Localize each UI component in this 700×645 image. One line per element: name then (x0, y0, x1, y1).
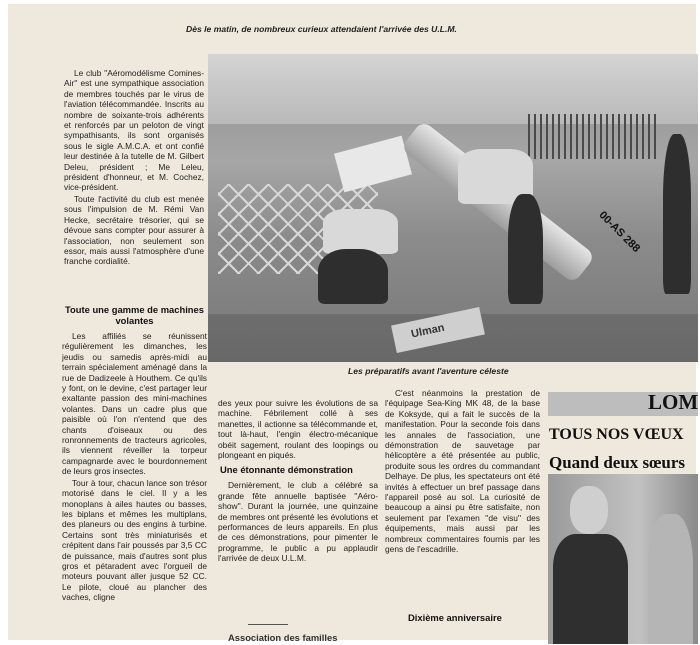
photo-right-person (663, 134, 691, 294)
col2-next-heading: Association des familles (228, 632, 338, 643)
headline-2: Quand deux sœurs (549, 453, 686, 472)
col2-heading: Une étonnante démonstration (220, 464, 353, 476)
photo-caption: Les préparatifs avant l'aventure céleste (348, 366, 509, 376)
col3-heading: Dixième anniversaire (408, 612, 502, 623)
masthead: LOM (648, 390, 699, 414)
column-rule (248, 624, 288, 625)
photo-registration: 00-AS 288 (596, 209, 643, 255)
col3-paragraph-1: C'est néanmoins la prestation de l'équipage Sea-King MK 48, de la base de Koksyde, qui a fait le succès de la manifestation. Pour la seconde fois dans les annales de l'association, une démonstration de sauvetage par hélicoptère a été présentée au public, produite sous les ordres du commandant Delhaye. De plus, les spectateurs ont été invités à effectuer un bref passage dans l'appareil posé au sol. La curiosité de beaucoup a ainsi pu être satisfaite, non seulement par l'examen ''de visu'' des équipements, mais aussi par les nombreux commentaires fournis par les gens de l'escadrille. (385, 388, 540, 555)
article-column-1 (64, 68, 204, 268)
portrait-head (570, 486, 608, 534)
newspaper-page (8, 4, 699, 643)
headline-1: TOUS NOS VŒUX (549, 426, 684, 443)
col1-paragraph-1: Le club ''Aéromodélisme Comines-Air'' est une sympathique association de membres touchés par le virus de l'aviation télécommandée. Inscrits au nombre de soixante-trois adhérents et renforcés par un peloton de vingt sympathisants, ils sont organisés sous le sigle A.M.C.A. et ont confié leur destinée à la tutelle de M. Gilbert Deleu, président ; Me Leleu, président d'honneur, et M. Cochez, vice-président. (64, 68, 204, 193)
col2-paragraph-2: Dernièrement, le club a célébré sa grande fête annuelle baptisée ''Aéro-show''. Durant la journée, une quinzaine de membres ont présenté les évolutions et performances de leurs appareils. En plus de ces démonstrations, pour pimenter le programme, le public a pu applaudir l'arrivée de deux U.L.M. (218, 480, 378, 564)
portrait-second-person (648, 514, 693, 644)
photo-barrier (528, 114, 658, 159)
photo-standing-man-legs (508, 194, 543, 304)
photo-kneeling-man-legs (318, 249, 388, 304)
photo-wing (334, 136, 412, 193)
portrait-photo (548, 474, 698, 644)
col2-paragraph-1: des yeux pour suivre les évolutions de sa machine. Fébrilement collé à ses manettes, il actionne sa télécommande et, tout là-haut, l'engin électro-mécanique obéit sagement, roulant des loopings ou plongeant en piqués. (218, 398, 378, 461)
photo-kneeling-man (323, 209, 398, 254)
col1-heading: Toute une gamme de machines volantes (65, 304, 204, 326)
col1-paragraph-4: Tour à tour, chacun lance son trésor motorisé dans le ciel. Il y a les monoplans à ailes hautes ou basses, les biplans et mêmes les multiplans, des planeurs ou des engins à turbine. Certains sont très miniaturisés et crépitent dans l'air poussés par 3,5 CC de puissance, mais d'autres sont plus gros et pétaradent avec l'orgueil de moteurs pouvant aller jusque 52 CC. Le pilote, cloué au plancher des vaches, cligne (62, 477, 207, 603)
article-column-2 (218, 398, 378, 565)
portrait-suit (553, 534, 628, 644)
col1-paragraph-3: Les affiliés se réunissent régulièrement les dimanches, les jeudis ou samedis après-midi au terrain spécialement aménagé dans la rue de Dadizeele à Houthem. Ce qu'ils y font, on le devine, c'est partager leur exaltante passion des mini-machines volantes. Dans un cadre plus que paisible où l'on n'entend que des chants d'oiseaux ou des ronronnements de tracteurs agricoles, ils viennent réveiller la torpeur campagnarde avec le bourdonnement de leurs gros insectes. (62, 331, 207, 477)
photo-banner-text: Ulman (410, 321, 446, 341)
article-column-3 (385, 388, 540, 556)
col1-paragraph-2: Toute l'activité du club est menée sous l'impulsion de M. Rémi Van Hecke, secrétaire trésorier, qui se dévoue sans compter pour assurer à l'association, non seulement son essor, mais aussi l'atmosphère d'une franche cordialité. (64, 193, 204, 267)
main-photo (208, 54, 698, 362)
top-caption: Dès le matin, de nombreux curieux attendaient l'arrivée des U.L.M. (186, 24, 457, 34)
article-column-1-lower (62, 300, 207, 604)
